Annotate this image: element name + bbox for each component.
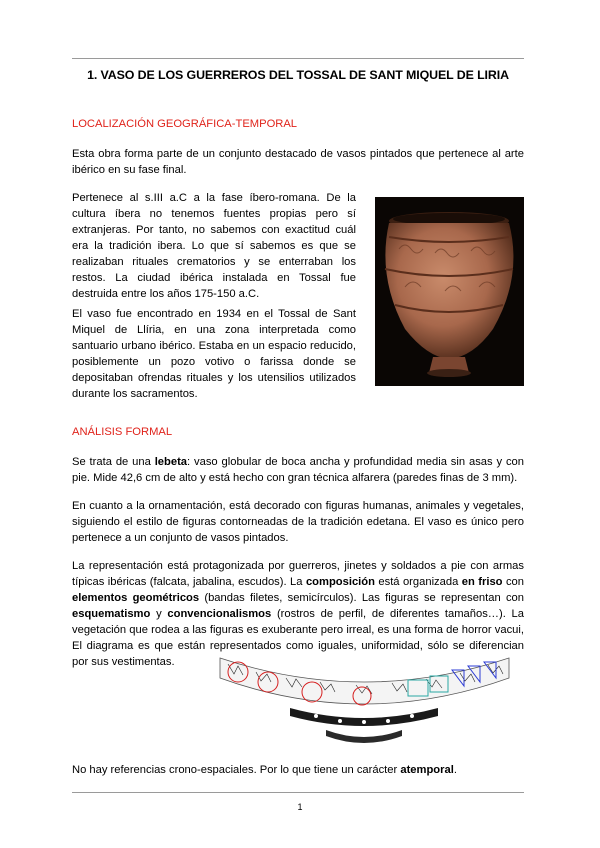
section-heading-formal: ANÁLISIS FORMAL [72, 426, 173, 438]
paragraph: Pertenece al s.III a.C a la fase íbero-romana. De la cultura íbera no tenemos fuentes propias pero sí extranjeras. Por tanto, no sabemos con exactitud cuál era la tradición ibera. Lo que sí sabemos es que se realizaban rituales crematorios y se enterraban los restos. La ciudad ibérica instalada en Tossal fue destruida entre los años 175-150 a.C. [72, 192, 356, 300]
paragraph: No hay referencias crono-espaciales. Por lo que tiene un carácter atemporal. [72, 764, 457, 776]
paragraph: Esta obra forma parte de un conjunto destacado de vasos pintados que pertenece al arte ibérico en su fase final. [72, 148, 524, 176]
bottom-rule [72, 792, 524, 793]
paragraph: En cuanto a la ornamentación, está decorado con figuras humanas, animales y vegetales, siguiendo el estilo de figuras contorneadas de la tradición edetana. El vaso es único pero pertenece a un conjunto de vasos pintados. [72, 500, 524, 544]
top-rule [72, 58, 524, 59]
frieze-diagram [216, 652, 513, 749]
paragraph: La representación está protagonizada por guerreros, jinetes y soldados a pie con armas típicas ibéricas (falcata, jabalina, escudos). La composición está organizada en friso con elementos geométricos (bandas filetes, semicírculos). Las figuras se representan con esquematismo y convencionalismos (rostros de perfil, de diferentes tamaños…). La vegetación que rodea a las figuras es exuberante pero irreal, es una forma de horror vacui, El diagrama es que están representados como iguales, uniformidad, sólo se diferencian por sus vestimentas. [72, 560, 524, 668]
vase-photo [375, 197, 524, 386]
page-number: 1 [297, 802, 303, 812]
paragraph: Se trata de una lebeta: vaso globular de boca ancha y profundidad media sin asas y con pie. Mide 42,6 cm de alto y está hecho con gran técnica alfarera (paredes finas de 3 mm). [72, 456, 524, 484]
section-heading-location: LOCALIZACIÓN GEOGRÁFICA-TEMPORAL [72, 118, 298, 130]
page-title: 1. VASO DE LOS GUERREROS DEL TOSSAL DE SANT MIQUEL DE LIRIA [87, 68, 509, 82]
paragraph: El vaso fue encontrado en 1934 en el Tossal de Sant Miquel de Llíria, en una zona interpretada como santuario urbano ibérico. Estaba en un espacio reducido, posiblemente un pozo votivo o farissa donde se depositaban ofrendas rituales y los utensilios utilizados durante los sacramentos. [72, 308, 356, 400]
